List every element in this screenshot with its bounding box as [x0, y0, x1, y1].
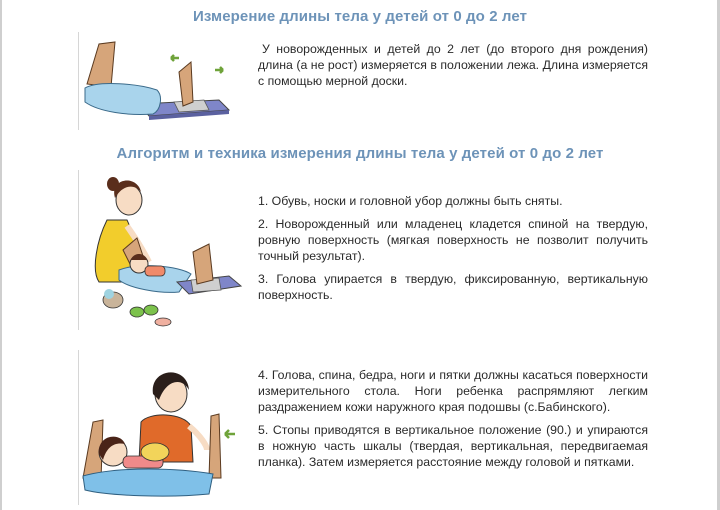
measuring-board-illustration: [78, 32, 245, 130]
step-1: 1. Обувь, носки и головной убор должны быть сняты.: [258, 194, 563, 208]
main-heading: Измерение длины тела у детей от 0 до 2 лет: [192, 8, 528, 25]
algorithm-heading: Алгоритм и техника измерения длины тела у детей от 0 до 2 лет: [116, 145, 604, 162]
intro-text: У новорожденных и детей до 2 лет (до второго дня рождения) длина (а не рост) измеряется в положении лежа. Длина измеряется с помощью мерной доски.: [258, 42, 648, 88]
steps-block-1: [258, 193, 648, 310]
step-2: 2. Новорожденный или младенец кладется спиной на твердую, ровную поверхность (мягкая поверхность не позволит получить точный результат).: [258, 217, 648, 263]
intro-paragraph: [258, 41, 648, 96]
step-4: 4. Голова, спина, бедра, ноги и пятки должны касаться поверхности измерительного стола. Ноги ребенка распрямляют легким раздражением кожи наружного края подошвы (с.Бабинского).: [258, 368, 648, 414]
steps-block-2: [258, 367, 648, 477]
page-edge-left: [0, 0, 2, 510]
mother-placing-infant-illustration: [78, 170, 245, 330]
mother-measuring-infant-illustration: [78, 350, 239, 505]
step-5: 5. Стопы приводятся в вертикальное положение (90.) и упираются в ножную часть шкалы (твердая, вертикальная, передвигаемая планка). Затем измеряется расстояние между головой и пятками.: [258, 423, 648, 469]
step-3: 3. Голова упирается в твердую, фиксированную, вертикальную поверхность.: [258, 272, 648, 302]
